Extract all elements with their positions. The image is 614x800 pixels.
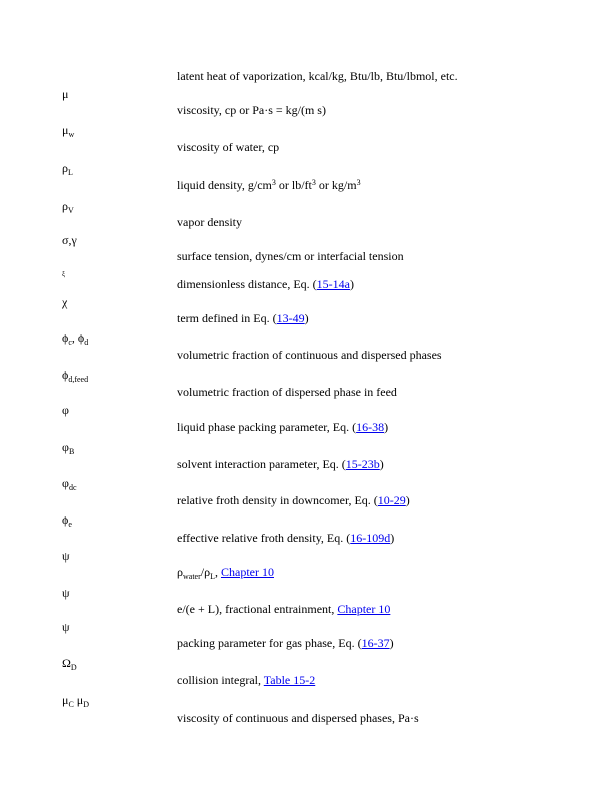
- symbol-phi-c-phi-d: $\phi_c$, $\phi_d$: [62, 331, 89, 347]
- definition-solvent-interaction: solvent interaction parameter, Eq. (15-23b): [177, 457, 384, 471]
- definition-viscosity-water: viscosity of water, cp: [177, 140, 280, 154]
- link-eq-16-38[interactable]: 16-38: [356, 420, 385, 434]
- symbol-psi-3: ψ: [62, 620, 70, 634]
- symbol-sigma-gamma: σ,γ: [62, 233, 77, 247]
- definition-surface-tension: surface tension, dynes/cm or interfacial tension: [177, 249, 404, 263]
- symbol-psi-2: ψ: [62, 586, 70, 600]
- definition-term-defined: term defined in Eq. (13-49): [177, 311, 309, 325]
- symbol-phi-d-feed: $\phi_{d,feed}$: [62, 368, 89, 384]
- symbol-rho-l: $\rho_L$: [62, 161, 73, 177]
- symbol-psi-1: ψ: [62, 549, 70, 563]
- symbol-chi: χ: [62, 295, 68, 309]
- link-chapter-10-b[interactable]: Chapter 10: [337, 602, 391, 616]
- definition-volumetric-fraction: volumetric fraction of continuous and dispersed phases: [177, 348, 442, 362]
- definition-dimensionless-distance: dimensionless distance, Eq. (15-14a): [177, 277, 354, 291]
- definition-fractional-entrainment: e/(e + L), fractional entrainment, Chapter 10: [177, 602, 391, 616]
- symbol-rho-v: $\rho_V$: [62, 199, 74, 215]
- definition-viscosity: viscosity, cp or Pa·s = kg/(m s): [177, 103, 326, 117]
- definition-liquid-packing-parameter: liquid phase packing parameter, Eq. (16-38): [177, 420, 389, 434]
- definition-gas-packing-parameter: packing parameter for gas phase, Eq. (16-37): [177, 636, 394, 650]
- link-table-15-2[interactable]: Table 15-2: [263, 673, 316, 687]
- definition-viscosity-phases: viscosity of continuous and dispersed phases, Pa·s: [177, 711, 419, 725]
- symbol-mu-w: $\mu_w$: [62, 123, 75, 139]
- definition-collision-integral: collision integral, Table 15-2: [177, 673, 316, 687]
- definition-latent-heat: latent heat of vaporization, kcal/kg, Btu/lb, Btu/lbmol, etc.: [177, 69, 458, 83]
- link-eq-15-23b[interactable]: 15-23b: [345, 457, 380, 471]
- definition-liquid-density: liquid density, $g/cm^3$ or $lb/ft^3$ or $kg/m^3$: [177, 178, 361, 192]
- definition-volumetric-fraction-feed: volumetric fraction of dispersed phase in feed: [177, 385, 397, 399]
- definition-effective-froth-density: effective relative froth density, Eq. (16-109d): [177, 531, 395, 545]
- link-eq-16-37[interactable]: 16-37: [361, 636, 390, 650]
- link-eq-15-14a[interactable]: 15-14a: [316, 277, 350, 291]
- symbol-varphi-b: $\varphi_B$: [62, 440, 75, 456]
- symbol-phi-e: $\phi_e$: [62, 513, 72, 529]
- link-chapter-10-a[interactable]: Chapter 10: [220, 565, 274, 579]
- symbol-varphi: φ: [62, 403, 69, 417]
- symbol-mu: μ: [62, 87, 69, 101]
- symbol-mu-c-mu-d: $\mu_C$ $\mu_D$: [62, 693, 89, 709]
- definition-froth-density-downcomer: relative froth density in downcomer, Eq. (10-29): [177, 493, 410, 507]
- link-eq-13-49[interactable]: 13-49: [276, 311, 305, 325]
- link-eq-10-29[interactable]: 10-29: [377, 493, 406, 507]
- definition-density-ratio: $\rho_{water}/\rho_L$, Chapter 10: [177, 565, 274, 581]
- symbol-xi: ξ: [62, 270, 66, 278]
- definition-vapor-density: vapor density: [177, 215, 242, 229]
- symbol-omega-d: $\Omega_D$: [62, 656, 77, 672]
- symbol-varphi-dc: $\varphi_{dc}$: [62, 476, 77, 492]
- link-eq-16-109d[interactable]: 16-109d: [350, 531, 391, 545]
